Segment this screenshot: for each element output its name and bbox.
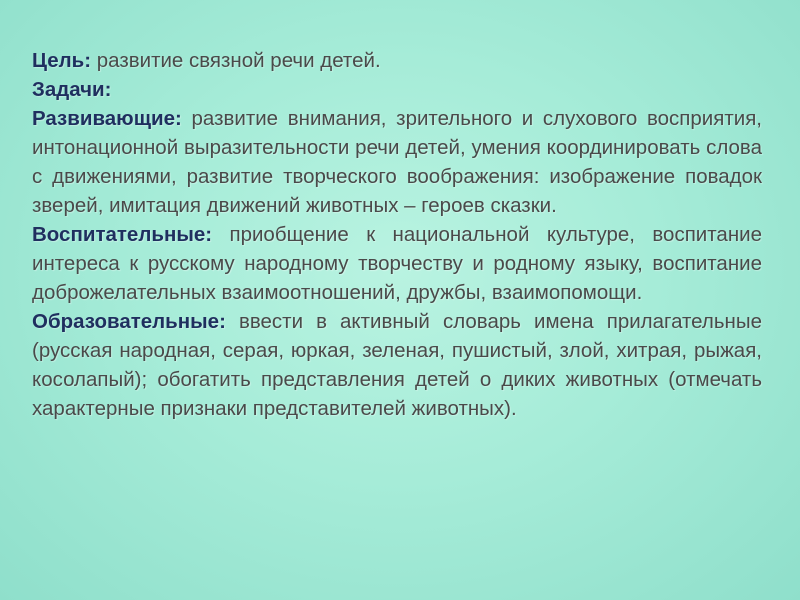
developing-label: Развивающие: [32, 107, 182, 130]
tasks-heading: Задачи: [32, 78, 112, 101]
goal-paragraph [32, 46, 762, 75]
developing-text: развитие внимания, зрительного и слухового восприятия, интонационной выразительности речи детей, умения координировать слова с движениями, развитие творческого воображения: изображение повадок зверей, имитация движений животных – героев сказки. [32, 107, 762, 217]
upbringing-paragraph [32, 220, 762, 307]
developing-paragraph [32, 104, 762, 220]
learning-text: ввести в активный словарь имена прилагательные (русская народная, серая, юркая, зеленая, пушистый, злой, хитрая, рыжая, косолапый); обогатить представления детей о диких животных (отмечать характерные признаки представителей животных). [32, 310, 762, 420]
goal-label: Цель: [32, 49, 92, 72]
slide-content [32, 46, 762, 423]
upbringing-text: приобщение к национальной культуре, воспитание интереса к русскому народному творчеству и родному языку, воспитание доброжелательных взаимоотношений, дружбы, взаимопомощи. [32, 223, 762, 304]
tasks-heading-paragraph [32, 75, 762, 104]
upbringing-label: Воспитательные: [32, 223, 213, 246]
learning-label: Образовательные: [32, 310, 226, 333]
learning-paragraph [32, 307, 762, 423]
goal-text: развитие связной речи детей. [91, 49, 381, 72]
